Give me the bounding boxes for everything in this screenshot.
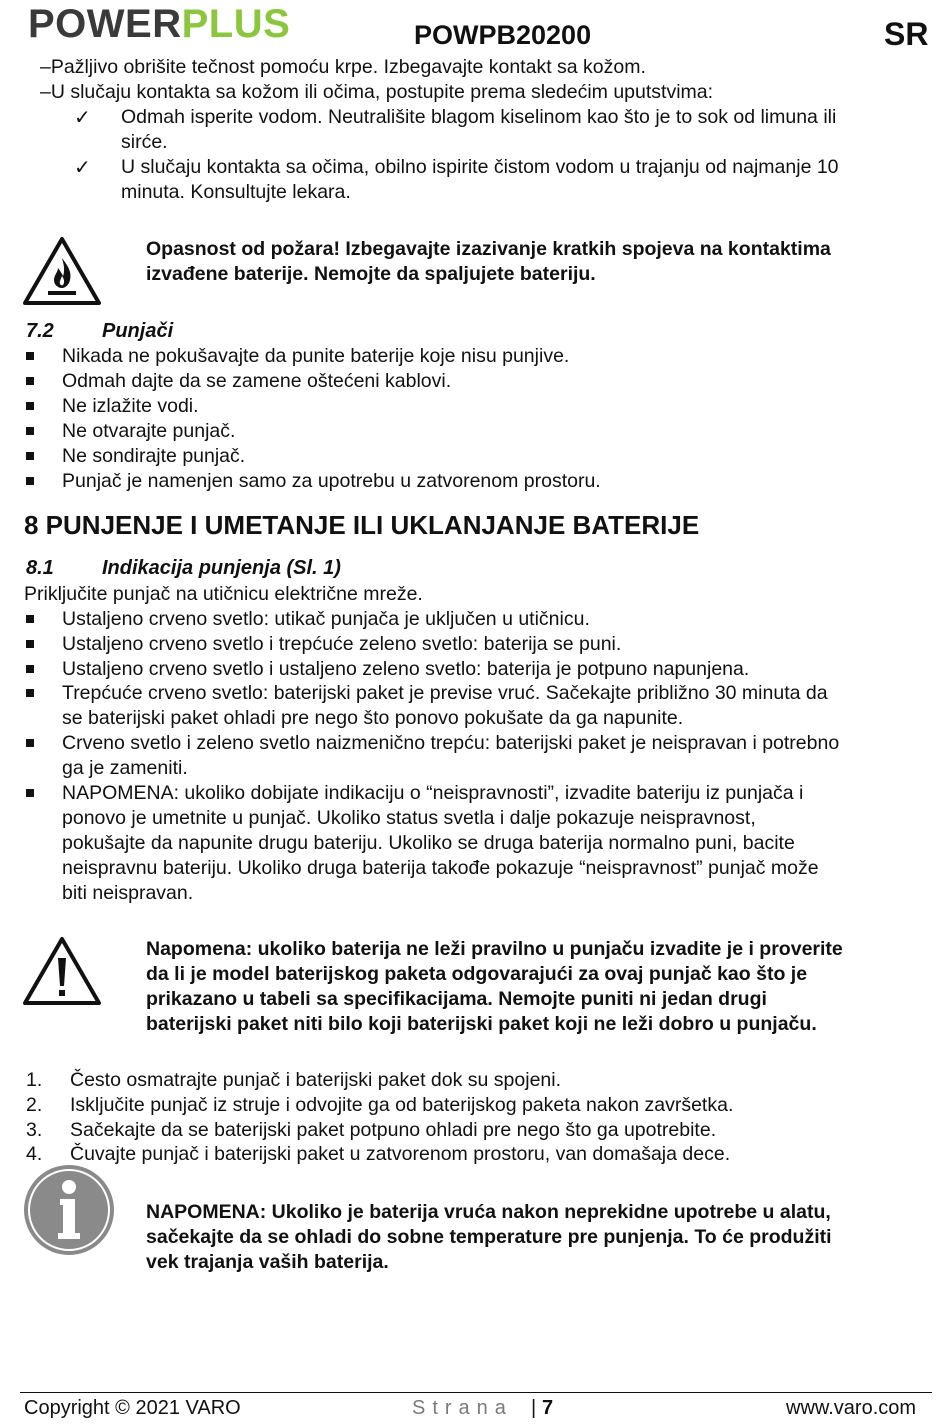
numbered-item-number: 3.: [26, 1119, 43, 1141]
list-item-line: NAPOMENA: ukoliko dobijate indikaciju o “neispravnosti”, izvadite bateriju iz punjača i: [62, 782, 804, 804]
info-note-l1: NAPOMENA: Ukoliko je baterija vruća nakon neprekidne upotrebe u alatu,: [146, 1201, 831, 1223]
check-item-rinse-l2: sirće.: [121, 131, 168, 153]
section-8-1-number: 8.1: [26, 557, 54, 579]
section-8-1-title: Indikacija punjenja (Sl. 1): [102, 557, 341, 579]
bullet-icon: [26, 665, 34, 673]
list-item: Ustaljeno crveno svetlo i trepćuće zeleno svetlo: baterija se puni.: [62, 633, 622, 655]
bullet-icon: [26, 352, 34, 360]
list-item-line: ga je zameniti.: [62, 757, 188, 779]
list-item-line: neispravnu bateriju. Ukoliko druga baterija takođe pokazuje “neispravnost” punjač može: [62, 857, 819, 879]
brand-logo: [28, 2, 290, 46]
bullet-icon: [26, 789, 34, 797]
list-item: Punjač je namenjen samo za upotrebu u zatvorenom prostoru.: [62, 470, 601, 492]
numbered-item-number: 4.: [26, 1143, 43, 1165]
dash-item-wipe: –Pažljivo obrišite tečnost pomoću krpe. Izbegavajte kontakt sa kožom.: [40, 56, 646, 78]
section-8-heading: 8 PUNJENJE I UMETANJE ILI UKLANJANJE BATERIJE: [24, 510, 700, 540]
check-icon: ✓: [74, 157, 91, 179]
bullet-icon: [26, 689, 34, 697]
footer-copyright: Copyright © 2021 VARO: [24, 1397, 241, 1419]
footer-divider: [20, 1392, 932, 1393]
list-item-line: se baterijski paket ohladi pre nego što ponovo pokušate da ga napunite.: [62, 707, 684, 729]
numbered-item: Često osmatrajte punjač i baterijski paket dok su spojeni.: [70, 1069, 562, 1091]
list-item: Ne otvarajte punjač.: [62, 420, 236, 442]
list-item: Nikada ne pokušavajte da punite baterije koje nisu punjive.: [62, 345, 570, 367]
bullet-icon: [26, 739, 34, 747]
list-item-line: biti neispravan.: [62, 882, 194, 904]
flame-warning-icon: [22, 236, 102, 306]
numbered-item-number: 2.: [26, 1094, 43, 1116]
section-7-2-title: Punjači: [102, 320, 174, 342]
language-code: SR: [884, 16, 929, 52]
caution-note-l3: prikazano u tabeli sa specifikacijama. Nemojte puniti ni jedan drugi: [146, 988, 767, 1010]
exclamation-warning-icon: [22, 936, 102, 1006]
bullet-icon: [26, 640, 34, 648]
check-item-rinse-l1: Odmah isperite vodom. Neutrališite blagom kiselinom kao što je to sok od limuna ili: [121, 106, 837, 128]
bullet-icon: [26, 402, 34, 410]
logo-part-plus: PLUS: [181, 2, 291, 46]
list-item-line: pokušajte da napunite drugu bateriju. Ukoliko se druga baterija normalno puni, bacite: [62, 832, 795, 854]
info-note-l3: vek trajanja vaših baterija.: [146, 1251, 389, 1273]
logo-part-power: POWER: [28, 2, 182, 46]
list-item-line: Trepćuće crveno svetlo: baterijski paket je previse vruć. Sačekajte približno 30 minuta da: [62, 682, 828, 704]
list-item: Ustaljeno crveno svetlo i ustaljeno zeleno svetlo: baterija je potpuno napunjena.: [62, 658, 750, 680]
bullet-icon: [26, 452, 34, 460]
info-icon: [22, 1163, 116, 1257]
numbered-item: Isključite punjač iz struje i odvojite ga od baterijskog paketa nakon završetka.: [70, 1094, 734, 1116]
check-item-eyes-l1: U slučaju kontakta sa očima, obilno ispirite čistom vodom u trajanju od najmanje 10: [121, 156, 839, 178]
list-item: Ne izlažite vodi.: [62, 395, 199, 417]
model-number: POWPB20200: [414, 20, 592, 50]
list-item: Ustaljeno crveno svetlo: utikač punjača je uključen u utičnicu.: [62, 608, 590, 630]
footer-page-number: 7: [542, 1397, 554, 1419]
info-note-l2: sačekajte da se ohladi do sobne temperature pre punjenja. To će produžiti: [146, 1226, 832, 1248]
caution-note-l4: baterijski paket niti bilo koji baterijski paket koji ne leži dobro u punjaču.: [146, 1013, 817, 1035]
section-8-1-intro: Priključite punjač na utičnicu električne mreže.: [24, 583, 423, 605]
fire-warning-l2: izvađene baterije. Nemojte da spaljujete bateriju.: [146, 263, 596, 285]
check-item-eyes-l2: minuta. Konsultujte lekara.: [121, 181, 351, 203]
bullet-icon: [26, 615, 34, 623]
bullet-icon: [26, 427, 34, 435]
bullet-icon: [26, 477, 34, 485]
footer-separator: |: [531, 1397, 537, 1419]
fire-warning-l1: Opasnost od požara! Izbegavajte izazivanje kratkih spojeva na kontaktima: [146, 238, 831, 260]
dash-item-contact: –U slučaju kontakta sa kožom ili očima, postupite prema sledećim uputstvima:: [40, 81, 714, 103]
bullet-icon: [26, 377, 34, 385]
check-icon: ✓: [74, 107, 91, 129]
caution-note-l1: Napomena: ukoliko baterija ne leži pravilno u punjaču izvadite je i proverite: [146, 938, 843, 960]
list-item-line: Crveno svetlo i zeleno svetlo naizmenično trepću: baterijski paket je neispravan i potrebno: [62, 732, 840, 754]
numbered-item: Sačekajte da se baterijski paket potpuno ohladi pre nego što ga upotrebite.: [70, 1119, 717, 1141]
section-7-2-number: 7.2: [26, 320, 54, 342]
numbered-item-number: 1.: [26, 1069, 43, 1091]
list-item: Ne sondirajte punjač.: [62, 445, 246, 467]
numbered-item: Čuvajte punjač i baterijski paket u zatvorenom prostoru, van domašaja dece.: [70, 1143, 731, 1165]
list-item: Odmah dajte da se zamene oštećeni kablovi.: [62, 370, 452, 392]
footer-website: www.varo.com: [786, 1397, 917, 1419]
footer-page-label: Strana: [412, 1397, 513, 1419]
caution-note-l2: da li je model baterijskog paketa odgovarajući za ovaj punjač kao što je: [146, 963, 808, 985]
list-item-line: ponovo je umetnite u punjač. Ukoliko status svetla i dalje pokazuje neispravnost,: [62, 807, 756, 829]
